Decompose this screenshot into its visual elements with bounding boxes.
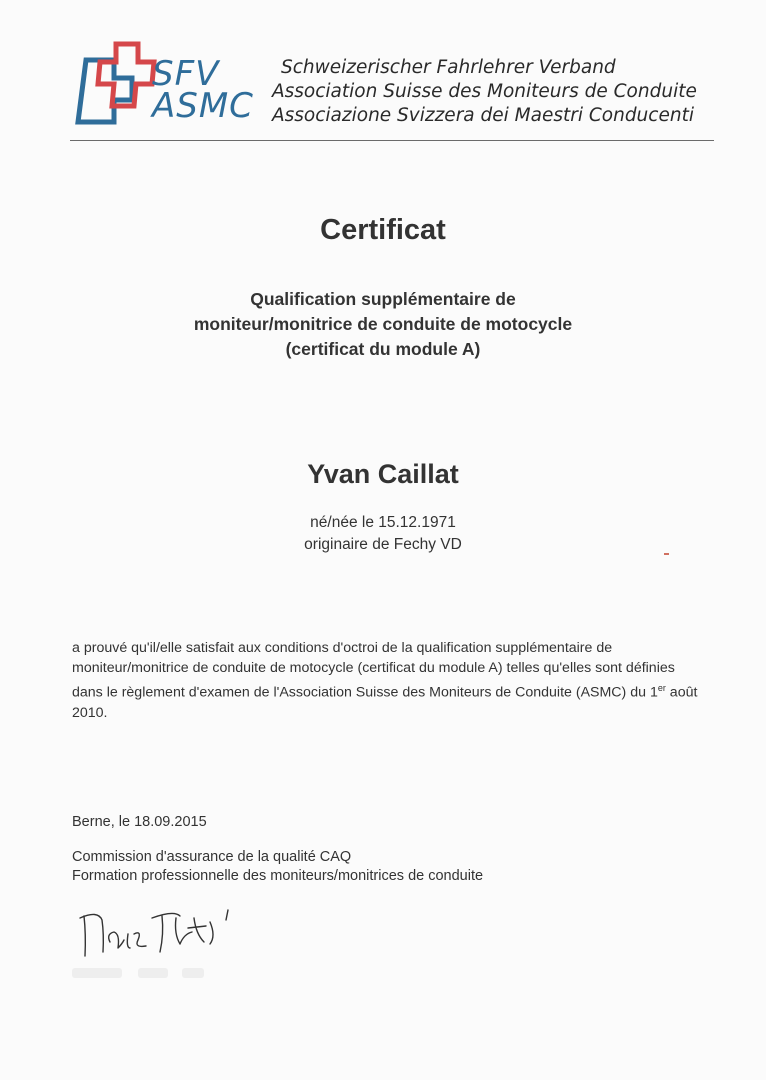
organization-names bbox=[272, 56, 697, 128]
logo-asmc-text: ASMC bbox=[152, 86, 254, 126]
certification-statement bbox=[72, 638, 702, 723]
commission-line: Commission d'assurance de la qualité CAQ bbox=[72, 849, 352, 865]
red-speck bbox=[664, 553, 669, 555]
statement-superscript: er bbox=[657, 683, 666, 693]
org-name-italian: Associazione Svizzera dei Maestri Conducenti bbox=[272, 105, 694, 126]
subtitle-line: Qualification supplémentaire de bbox=[250, 289, 516, 309]
place-of-origin: originaire de Fechy VD bbox=[304, 536, 462, 553]
header-divider bbox=[70, 140, 714, 141]
logo-text bbox=[152, 54, 254, 126]
certificate-subtitle bbox=[0, 287, 766, 362]
statement-text: a prouvé qu'il/elle satisfait aux conditions d'octroi de la qualification supplémentaire de moniteur/monitrice de conduite de motocycle (certificat du module A) telles qu'elles sont définies dans le règlement d'examen de l'Association Suisse des Moniteurs de Conduite (ASMC) du 1 bbox=[72, 640, 675, 701]
subtitle-line: (certificat du module A) bbox=[285, 339, 481, 359]
handwritten-signature bbox=[76, 904, 256, 964]
subtitle-line: moniteur/monitrice de conduite de motocycle bbox=[193, 314, 573, 334]
issuing-commission bbox=[72, 848, 483, 886]
logo-blue-cross bbox=[78, 60, 132, 122]
holder-details bbox=[0, 512, 766, 556]
logo-red-cross bbox=[98, 44, 154, 106]
org-name-french: Association Suisse des Moniteurs de Conduite bbox=[272, 81, 697, 102]
certificate-title: Certificat bbox=[320, 214, 446, 246]
blurred-text-smudge bbox=[72, 966, 232, 980]
birth-date: né/née le 15.12.1971 bbox=[310, 514, 456, 531]
logo-sfv-text: SFV bbox=[152, 54, 220, 94]
statement-text-end: août 2010. bbox=[72, 684, 698, 721]
sfv-asmc-logo bbox=[70, 40, 162, 130]
holder-name: Yvan Caillat bbox=[307, 459, 459, 489]
commission-line: Formation professionnelle des moniteurs/monitrices de conduite bbox=[72, 868, 484, 884]
org-name-german: Schweizerischer Fahrlehrer Verband bbox=[281, 57, 616, 78]
place-and-date: Berne, le 18.09.2015 bbox=[72, 814, 207, 830]
